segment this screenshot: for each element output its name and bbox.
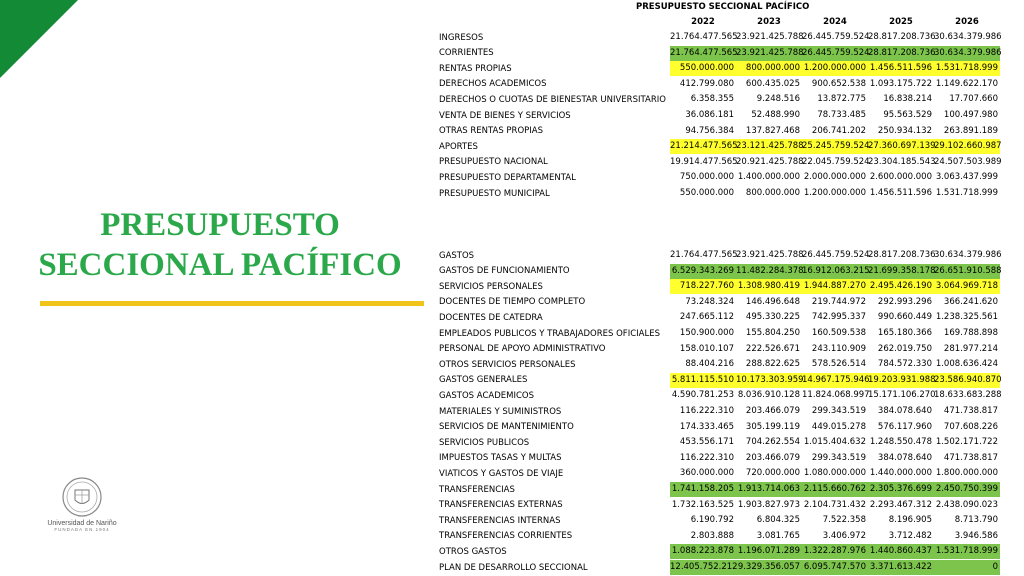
value-cell: 1.903.827.973	[737, 499, 800, 510]
corner-accent	[0, 0, 78, 78]
table-row	[436, 124, 1002, 139]
value-cell: 471.738.817	[943, 452, 998, 463]
value-cell: 28.817.208.736	[868, 250, 936, 260]
value-cell: 116.222.310	[679, 406, 734, 416]
value-cell: 2.450.750.399	[935, 484, 998, 494]
value-cell: 1.944.887.270	[803, 281, 866, 292]
table-row	[436, 170, 1002, 185]
value-cell: 2.438.090.023	[935, 499, 998, 510]
value-cell: 0	[992, 562, 998, 572]
value-cell: 23.304.185.543	[868, 156, 936, 167]
value-cell: 18.633.683.288	[934, 390, 1002, 401]
row-label: PRESUPUESTO DEPARTAMENTAL	[439, 172, 576, 183]
value-cell: 1.440.000.000	[869, 468, 932, 479]
value-cell: 174.333.465	[679, 421, 734, 432]
value-cell: 1.248.550.478	[869, 437, 932, 448]
value-cell: 26.445.759.524	[802, 250, 870, 260]
value-cell: 16.912.063.215	[802, 265, 870, 276]
value-cell: 305.199.119	[745, 421, 800, 432]
row-values	[670, 139, 1000, 154]
table-row	[436, 420, 1002, 435]
table-row	[436, 186, 1002, 201]
value-cell: 100.497.980	[943, 110, 998, 120]
value-cell: 17.707.660	[949, 94, 998, 105]
row-values	[670, 560, 1000, 575]
value-cell: 30.634.379.986	[934, 250, 1002, 260]
value-cell: 28.817.208.736	[868, 32, 936, 42]
value-cell: 550.000.000	[679, 63, 734, 74]
value-cell: 1.200.000.000	[803, 63, 866, 74]
table-row	[436, 342, 1002, 357]
value-cell: 263.891.189	[943, 125, 998, 136]
value-cell: 222.526.671	[745, 343, 800, 354]
value-cell: 247.665.112	[679, 312, 734, 323]
row-values	[670, 357, 1000, 372]
row-label: TRANSFERENCIAS CORRIENTES	[439, 531, 573, 542]
row-values	[670, 310, 1000, 325]
value-cell: 707.608.226	[943, 421, 998, 432]
value-cell: 95.563.529	[883, 110, 932, 120]
year-header: 2026	[955, 17, 979, 27]
year-header: 2022	[691, 17, 715, 27]
table-row	[436, 248, 1002, 263]
value-cell: 8.713.790	[954, 515, 998, 526]
year-header: 2023	[757, 17, 781, 27]
value-cell: 1.800.000.000	[935, 468, 998, 479]
value-cell: 718.227.760	[679, 281, 734, 292]
table-header	[436, 0, 1000, 31]
value-cell: 299.343.519	[811, 452, 866, 463]
value-cell: 19.203.931.988	[868, 374, 936, 385]
table-row	[436, 544, 1002, 559]
value-cell: 29.102.660.987	[934, 141, 1002, 152]
value-cell: 1.093.175.722	[869, 78, 932, 89]
row-values	[670, 373, 1000, 388]
value-cell: 292.993.296	[877, 296, 932, 307]
table-row	[436, 46, 1002, 61]
value-cell: 3.063.437.999	[935, 172, 998, 183]
row-label: RENTAS PROPIAS	[439, 63, 512, 74]
row-values	[670, 435, 1000, 450]
row-label: VENTA DE BIENES Y SERVICIOS	[439, 110, 571, 121]
value-cell: 27.360.697.139	[868, 141, 936, 152]
value-cell: 23.121.425.788	[736, 141, 804, 152]
value-cell: 20.921.425.788	[736, 156, 804, 167]
value-cell: 576.117.960	[877, 421, 932, 432]
value-cell: 6.095.747.570	[803, 562, 866, 572]
row-values	[670, 342, 1000, 357]
value-cell: 384.078.640	[877, 452, 932, 463]
table-row	[436, 357, 1002, 372]
value-cell: 1.456.511.596	[869, 188, 932, 198]
value-cell: 21.699.358.178	[868, 265, 936, 276]
row-label: PRESUPUESTO MUNICIPAL	[439, 188, 550, 199]
value-cell: 449.015.278	[811, 421, 866, 432]
row-values	[670, 46, 1000, 61]
value-cell: 1.440.860.437	[869, 546, 932, 557]
value-cell: 206.741.202	[811, 125, 866, 136]
value-cell: 1.088.223.878	[671, 546, 734, 557]
value-cell: 4.590.781.253	[671, 390, 734, 401]
value-cell: 1.741.158.205	[671, 484, 734, 494]
value-cell: 1.322.287.976	[803, 546, 866, 557]
table-row	[436, 404, 1002, 419]
value-cell: 1.008.636.424	[935, 359, 998, 370]
value-cell: 203.466.079	[745, 452, 800, 463]
row-values	[670, 388, 1000, 403]
value-cell: 23.586.940.870	[934, 374, 1002, 385]
value-cell: 6.529.343.269	[671, 265, 734, 276]
value-cell: 2.305.376.699	[869, 484, 932, 494]
value-cell: 360.000.000	[679, 468, 734, 479]
value-cell: 137.827.468	[745, 125, 800, 136]
row-values	[670, 279, 1000, 294]
row-label: TRANSFERENCIAS INTERNAS	[439, 515, 561, 526]
value-cell: 412.799.080	[679, 78, 734, 89]
value-cell: 471.738.817	[943, 406, 998, 416]
value-cell: 281.977.214	[943, 343, 998, 354]
row-values	[670, 451, 1000, 466]
value-cell: 243.110.909	[811, 343, 866, 354]
row-label: PERSONAL DE APOYO ADMINISTRATIVO	[439, 344, 606, 355]
table-row	[436, 279, 1002, 294]
table-row	[436, 466, 1002, 481]
value-cell: 1.913.714.063	[737, 484, 800, 494]
value-cell: 16.838.214	[883, 94, 932, 105]
value-cell: 19.914.477.565	[670, 156, 738, 167]
value-cell: 21.214.477.565	[670, 141, 738, 152]
value-cell: 366.241.620	[943, 296, 998, 307]
row-values	[670, 295, 1000, 310]
value-cell: 12.405.752.212	[670, 562, 738, 572]
value-cell: 116.222.310	[679, 452, 734, 463]
table-row	[436, 373, 1002, 388]
value-cell: 742.995.337	[811, 312, 866, 323]
row-values	[670, 124, 1000, 139]
value-cell: 13.872.775	[817, 94, 866, 105]
row-values	[670, 77, 1000, 92]
value-cell: 1.015.404.632	[803, 437, 866, 448]
table-row	[436, 61, 1002, 76]
value-cell: 23.921.425.788	[736, 47, 804, 58]
year-header: 2025	[889, 17, 913, 27]
value-cell: 10.173.303.959	[736, 374, 804, 385]
value-cell: 384.078.640	[877, 406, 932, 416]
value-cell: 2.495.426.190	[869, 281, 932, 292]
value-cell: 15.171.106.270	[868, 390, 936, 401]
value-cell: 3.081.765	[756, 530, 800, 541]
value-cell: 1.531.718.999	[935, 546, 998, 557]
value-cell: 26.445.759.524	[802, 47, 870, 58]
value-cell: 299.343.519	[811, 406, 866, 416]
value-cell: 22.045.759.524	[802, 156, 870, 167]
row-values	[670, 92, 1000, 107]
value-cell: 800.000.000	[745, 188, 800, 198]
row-label: DERECHOS O CUOTAS DE BIENESTAR UNIVERSITARIO	[439, 94, 666, 105]
value-cell: 21.764.477.565	[670, 250, 738, 260]
table-row	[436, 92, 1002, 107]
value-cell: 203.466.079	[745, 406, 800, 416]
value-cell: 3.406.972	[822, 530, 866, 541]
row-label: APORTES	[439, 141, 478, 152]
value-cell: 262.019.750	[877, 343, 932, 354]
row-values	[670, 482, 1000, 497]
value-cell: 11.824.068.997	[802, 390, 870, 401]
row-label: PLAN DE DESARROLLO SECCIONAL	[439, 562, 588, 573]
row-label: CORRIENTES	[439, 48, 494, 59]
value-cell: 250.934.132	[877, 125, 932, 136]
value-cell: 1.149.622.170	[935, 78, 998, 89]
row-label: SERVICIOS PUBLICOS	[439, 437, 530, 448]
value-cell: 1.238.325.561	[935, 312, 998, 323]
value-cell: 2.803.888	[690, 530, 734, 541]
value-cell: 158.010.107	[679, 343, 734, 354]
row-label: IMPUESTOS TASAS Y MULTAS	[439, 453, 562, 464]
value-cell: 160.509.538	[811, 328, 866, 338]
row-label: EMPLEADOS PUBLICOS Y TRABAJADORES OFICIALES	[439, 328, 660, 339]
value-cell: 6.190.792	[690, 515, 734, 526]
value-cell: 165.180.366	[877, 328, 932, 338]
value-cell: 26.445.759.524	[802, 32, 870, 42]
value-cell: 94.756.384	[685, 125, 734, 136]
value-cell: 704.262.554	[745, 437, 800, 448]
row-label: SERVICIOS PERSONALES	[439, 281, 543, 292]
row-values	[670, 404, 1000, 419]
row-label: GASTOS ACADEMICOS	[439, 390, 534, 401]
value-cell: 1.502.171.722	[935, 437, 998, 448]
row-label: PRESUPUESTO NACIONAL	[439, 157, 548, 168]
row-values	[670, 108, 1000, 123]
row-label: VIATICOS Y GASTOS DE VIAJE	[439, 468, 564, 479]
row-values	[670, 155, 1000, 170]
row-values	[670, 61, 1000, 76]
row-values	[670, 30, 1000, 45]
row-values	[670, 326, 1000, 341]
value-cell: 1.308.980.419	[737, 281, 800, 292]
row-values	[670, 264, 1000, 279]
value-cell: 23.921.425.788	[736, 250, 804, 260]
value-cell: 6.358.355	[690, 94, 734, 105]
row-values	[670, 186, 1000, 201]
university-logo	[42, 476, 122, 532]
row-label: INGRESOS	[439, 32, 484, 43]
row-values	[670, 466, 1000, 481]
value-cell: 155.804.250	[745, 328, 800, 338]
row-label: TRANSFERENCIAS EXTERNAS	[439, 500, 563, 511]
table-row	[436, 560, 1002, 575]
row-values	[670, 170, 1000, 185]
table-row	[436, 108, 1002, 123]
row-label: DERECHOS ACADEMICOS	[439, 79, 547, 90]
value-cell: 1.531.718.999	[935, 188, 998, 198]
value-cell: 1.080.000.000	[803, 468, 866, 479]
row-label: SERVICIOS DE MANTENIMIENTO	[439, 422, 574, 433]
table-row	[436, 435, 1002, 450]
value-cell: 2.104.731.432	[803, 499, 866, 510]
value-cell: 21.764.477.565	[670, 47, 738, 58]
value-cell: 750.000.000	[679, 172, 734, 183]
row-values	[670, 420, 1000, 435]
value-cell: 21.764.477.565	[670, 32, 738, 42]
row-label: DOCENTES DE CATEDRA	[439, 312, 543, 323]
year-header: 2024	[823, 17, 847, 27]
row-label: GASTOS GENERALES	[439, 375, 528, 386]
value-cell: 1.531.718.999	[935, 63, 998, 74]
value-cell: 7.522.358	[822, 515, 866, 526]
value-cell: 453.556.171	[679, 437, 734, 448]
value-cell: 3.946.586	[954, 530, 998, 541]
row-values	[670, 529, 1000, 544]
value-cell: 495.330.225	[745, 312, 800, 323]
row-label: OTROS GASTOS	[439, 546, 507, 557]
value-cell: 24.507.503.989	[934, 156, 1002, 167]
row-values	[670, 498, 1000, 513]
value-cell: 169.788.898	[943, 328, 998, 338]
table-row	[436, 388, 1002, 403]
row-label: MATERIALES Y SUMINISTROS	[439, 406, 562, 417]
table-row	[436, 482, 1002, 497]
value-cell: 5.811.115.510	[671, 374, 734, 385]
value-cell: 990.660.449	[877, 312, 932, 323]
value-cell: 900.652.538	[811, 78, 866, 89]
value-cell: 800.000.000	[745, 63, 800, 74]
value-cell: 30.634.379.986	[934, 47, 1002, 58]
row-label: OTROS SERVICIOS PERSONALES	[439, 359, 576, 370]
value-cell: 2.293.467.312	[869, 499, 932, 510]
value-cell: 1.456.511.596	[869, 63, 932, 74]
value-cell: 73.248.324	[685, 296, 734, 307]
value-cell: 9.329.356.057	[737, 562, 800, 572]
table-row	[436, 451, 1002, 466]
value-cell: 2.115.660.762	[803, 484, 866, 494]
value-cell: 3.371.613.422	[869, 562, 932, 572]
value-cell: 150.900.000	[679, 328, 734, 338]
value-cell: 25.245.759.524	[802, 141, 870, 152]
value-cell: 36.086.181	[685, 110, 734, 120]
table-row	[436, 295, 1002, 310]
value-cell: 600.435.025	[745, 78, 800, 89]
value-cell: 3.064.969.718	[935, 281, 998, 292]
value-cell: 550.000.000	[679, 188, 734, 198]
value-cell: 23.921.425.788	[736, 32, 804, 42]
value-cell: 30.634.379.986	[934, 32, 1002, 42]
value-cell: 1.732.163.525	[671, 499, 734, 510]
value-cell: 146.496.648	[745, 296, 800, 307]
logo-tagline: FUNDADA EN 1904	[54, 527, 110, 532]
value-cell: 1.196.071.289	[737, 546, 800, 557]
value-cell: 2.000.000.000	[803, 172, 866, 183]
value-cell: 288.822.625	[745, 359, 800, 370]
row-values	[670, 248, 1000, 263]
value-cell: 784.572.330	[877, 359, 932, 370]
row-label: GASTOS	[439, 250, 475, 261]
table-row	[436, 529, 1002, 544]
table-row	[436, 139, 1002, 154]
table-row	[436, 77, 1002, 92]
table-row	[436, 498, 1002, 513]
table-row	[436, 513, 1002, 528]
title-underline	[40, 301, 424, 306]
value-cell: 3.712.482	[888, 530, 932, 541]
value-cell: 11.482.284.378	[736, 265, 804, 276]
value-cell: 14.967.175.946	[802, 374, 870, 385]
row-label: TRANSFERENCIAS	[439, 484, 515, 495]
value-cell: 720.000.000	[745, 468, 800, 479]
value-cell: 6.804.325	[756, 515, 800, 526]
title-line-2: SECCIONAL PACÍFICO	[38, 247, 402, 283]
table-row	[436, 30, 1002, 45]
row-values	[670, 513, 1000, 528]
value-cell: 8.196.905	[888, 515, 932, 526]
value-cell: 52.488.990	[751, 110, 800, 120]
logo-name: Universidad de Nariño	[47, 520, 117, 527]
value-cell: 1.200.000.000	[803, 188, 866, 198]
row-label: GASTOS DE FUNCIONAMIENTO	[439, 266, 570, 277]
value-cell: 26.651.910.588	[934, 265, 1002, 276]
table-row	[436, 326, 1002, 341]
value-cell: 1.400.000.000	[737, 172, 800, 183]
table-row	[436, 264, 1002, 279]
table-row	[436, 310, 1002, 325]
value-cell: 219.744.972	[811, 296, 866, 307]
value-cell: 78.733.485	[817, 110, 866, 120]
value-cell: 578.526.514	[811, 359, 866, 370]
university-seal-icon	[61, 476, 103, 518]
title-line-1: PRESUPUESTO	[100, 207, 340, 243]
row-label: OTRAS RENTAS PROPIAS	[439, 126, 544, 137]
table-row	[436, 155, 1002, 170]
row-label: DOCENTES DE TIEMPO COMPLETO	[439, 297, 586, 308]
value-cell: 2.600.000.000	[869, 172, 932, 183]
value-cell: 9.248.516	[756, 94, 800, 105]
slide-title	[20, 205, 420, 285]
value-cell: 28.817.208.736	[868, 47, 936, 58]
value-cell: 8.036.910.128	[737, 390, 800, 401]
year-header-row	[670, 17, 1000, 27]
row-values	[670, 544, 1000, 559]
value-cell: 88.404.216	[685, 359, 734, 370]
table-title: PRESUPUESTO SECCIONAL PACÍFICO	[636, 2, 810, 12]
